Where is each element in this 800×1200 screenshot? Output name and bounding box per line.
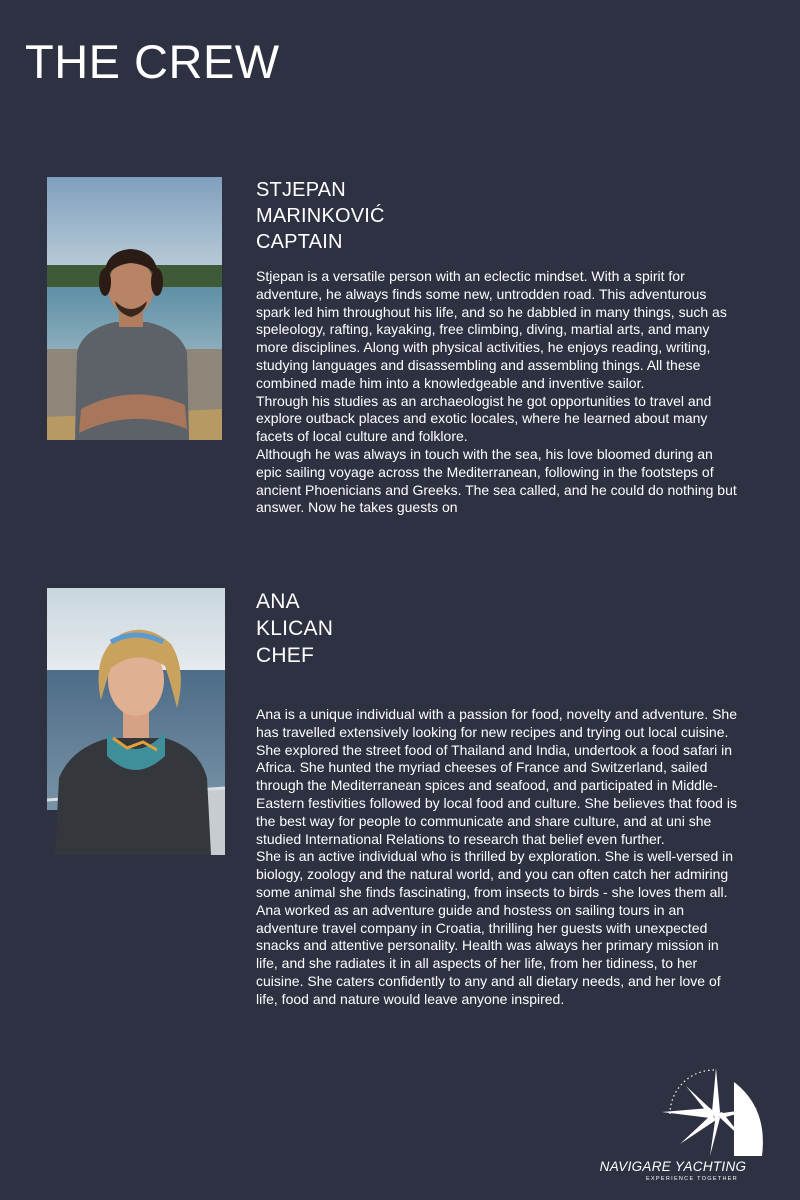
crew-name-chef (256, 588, 776, 669)
crew-name-captain (256, 177, 776, 255)
crew-bio-captain (256, 268, 776, 546)
crew-first-name: ANA (256, 590, 300, 613)
bio-paragraph: Through his studies as an archaeologist he got opportunities to travel and explore outback places and exotic locales, where he learned about many facets of local culture and folklore. (256, 392, 712, 445)
crew-photo-captain (47, 177, 222, 440)
crew-last-name: MARINKOVIĆ (256, 205, 385, 227)
bio-paragraph: She is an active individual who is thrilled by exploration. She is well-versed in biology, zoology and the natural world, and you can often catch her admiring some animal she finds fascinating, from insects to birds - she loves them all. Ana worked as an adventure guide and hostess on sailing tours in an adventure travel company in Croatia, thrilling her guests with unexpected snacks and attentive personality. Health was always her primary mission in life, and she radiates it in all aspects of her life, from her tidiness, to her cuisine. She caters confidently to any and all dietary needs, and her love of life, food and nature would leave anyone inspired. (256, 848, 734, 1007)
crew-last-name: KLICAN (256, 617, 334, 640)
crew-member-captain (0, 177, 800, 547)
bio-paragraph: Although he was always in touch with the sea, his love bloomed during an epic sailing voyage across the Mediterranean, following in the footsteps of ancient Phoenicians and Greeks. The sea called, and he could do nothing but answer. Now he takes guests on (256, 445, 737, 516)
crew-role: CAPTAIN (256, 231, 343, 253)
crew-bio-chef (256, 706, 776, 1009)
page-title: THE CREW (25, 35, 280, 88)
brand-logo (592, 1068, 772, 1184)
crew-member-chef (0, 588, 800, 1028)
bio-paragraph: Ana is a unique individual with a passion for food, novelty and adventure. She has travelled extensively looking for new recipes and trying out local cuisine. She explored the street food of Thailand and India, undertook a food safari in Africa. She hunted the myriad cheeses of France and Switzerland, sailed through the Mediterranean spices and seafood, and participated in Middle-Eastern festivities followed by local food and culture. She believes that food is the best way for people to communicate and share culture, and at uni she studied International Relations to research that belief even further. (256, 706, 737, 847)
compass-star-sail-icon (650, 1068, 770, 1160)
crew-info-captain (256, 177, 776, 546)
brand-name: NAVIGARE YACHTING (599, 1159, 747, 1174)
crew-photo-chef (47, 588, 225, 855)
brand-tagline: EXPERIENCE TOGETHER (645, 1176, 739, 1182)
bio-paragraph: Stjepan is a versatile person with an eclectic mindset. With a spirit for adventure, he always finds some new, untrodden road. This adventurous spark led him throughout his life, and so he dabbled in many things, such as speleology, rafting, kayaking, free climbing, diving, martial arts, and many more disciplines. Along with physical activities, he enjoys reading, writing, studying languages and disassembling and assembling things. All these combined made him into a knowledgeable and inventive sailor. (256, 268, 727, 391)
crew-info-chef (256, 588, 776, 1009)
crew-role: CHEF (256, 644, 314, 667)
crew-first-name: STJEPAN (256, 179, 346, 201)
